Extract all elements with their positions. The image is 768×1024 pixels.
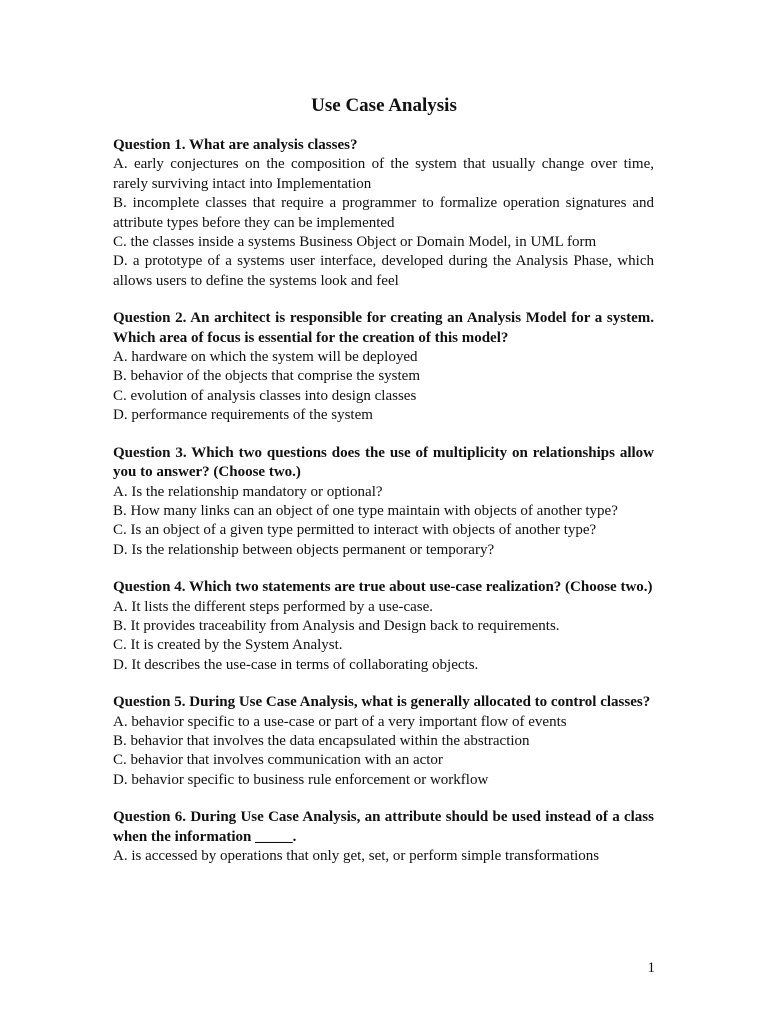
- answer-option-c: C. behavior that involves communication with an actor: [113, 752, 443, 769]
- question-text: Question 2. An architect is responsible for creating an Analysis Model for a system. Which area of focus is essential for the creation of this model?: [113, 310, 654, 346]
- answer-option-d: D. Is the relationship between objects permanent or temporary?: [113, 541, 495, 558]
- answer-option-b: B. behavior that involves the data encapsulated within the abstraction: [113, 732, 530, 749]
- question-5: [113, 693, 654, 790]
- answer-option-c: C. It is created by the System Analyst.: [113, 637, 343, 654]
- answer-option-c: C. evolution of analysis classes into design classes: [113, 387, 417, 404]
- answer-option-b: B. incomplete classes that require a programmer to formalize operation signatures and attribute types before they can be implemented: [113, 195, 654, 231]
- answer-option-b: B. How many links can an object of one type maintain with objects of another type?: [113, 502, 618, 519]
- question-6: [113, 808, 654, 866]
- answer-option-c: C. the classes inside a systems Business Object or Domain Model, in UML form: [113, 234, 597, 251]
- answer-option-a: A. behavior specific to a use-case or part of a very important flow of events: [113, 713, 567, 730]
- page-number: 1: [647, 960, 655, 976]
- question-4: [113, 578, 654, 675]
- question-1: [113, 136, 654, 291]
- question-text: Question 1. What are analysis classes?: [113, 137, 358, 153]
- answer-option-d: D. behavior specific to business rule enforcement or workflow: [113, 771, 489, 788]
- answer-option-d: D. performance requirements of the system: [113, 407, 373, 424]
- answer-option-d: D. a prototype of a systems user interface, developed during the Analysis Phase, which allows users to define the systems look and feel: [113, 253, 654, 289]
- answer-option-c: C. Is an object of a given type permitted to interact with objects of another type?: [113, 522, 597, 539]
- document-title: Use Case Analysis: [311, 95, 457, 116]
- question-text: Question 3. Which two questions does the use of multiplicity on relationships allow you to answer? (Choose two.): [113, 444, 654, 481]
- answer-option-b: B. It provides traceability from Analysis and Design back to requirements.: [113, 617, 560, 634]
- answer-option-a: A. hardware on which the system will be deployed: [113, 349, 418, 366]
- answer-option-b: B. behavior of the objects that comprise the system: [113, 368, 421, 385]
- question-text: Question 6. During Use Case Analysis, an attribute should be used instead of a class when the information _____.: [113, 809, 654, 845]
- answer-option-a: A. is accessed by operations that only get, set, or perform simple transformations: [113, 848, 600, 864]
- question-text: Question 4. Which two statements are true about use-case realization? (Choose two.): [113, 579, 653, 596]
- answer-option-a: A. It lists the different steps performed by a use-case.: [113, 598, 434, 615]
- question-text: Question 5. During Use Case Analysis, what is generally allocated to control classes?: [113, 694, 651, 711]
- question-3: [113, 444, 654, 560]
- question-list: [113, 136, 654, 884]
- answer-option-a: A. Is the relationship mandatory or optional?: [113, 483, 383, 500]
- question-2: [113, 309, 654, 425]
- answer-option-a: A. early conjectures on the composition of the system that usually change over time, rarely surviving intact into Implementation: [113, 156, 654, 192]
- answer-option-d: D. It describes the use-case in terms of collaborating objects.: [113, 656, 479, 673]
